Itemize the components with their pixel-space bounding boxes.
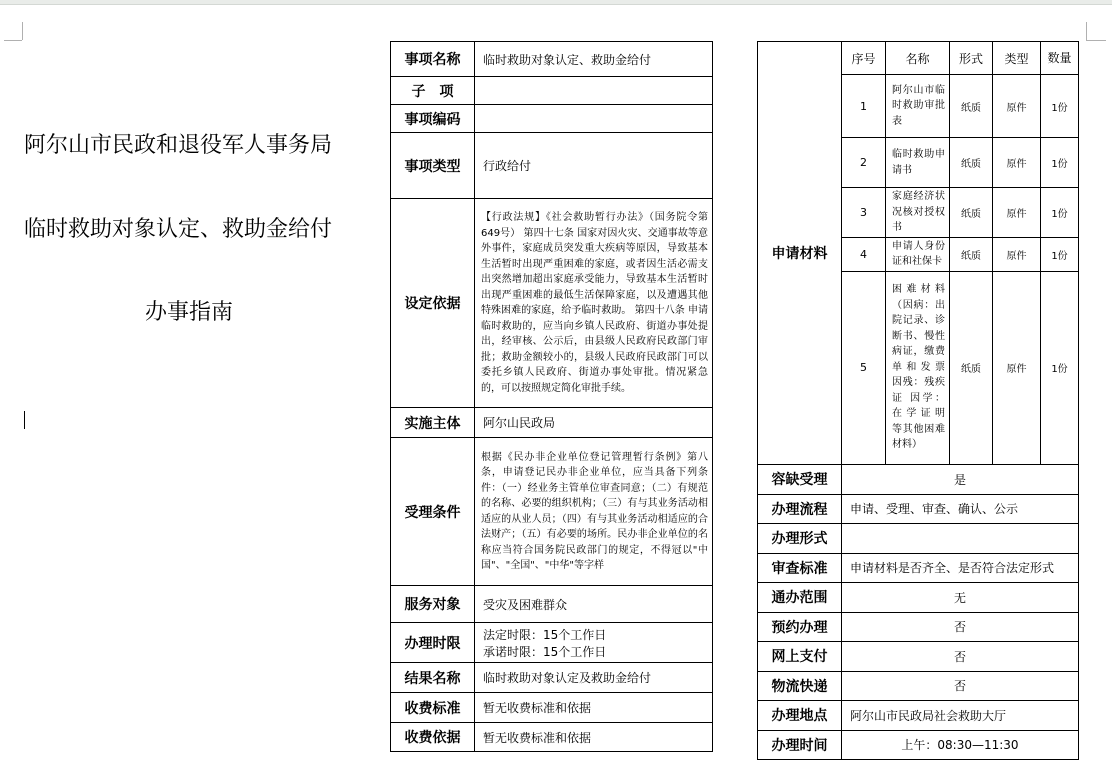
materials-header-row [758, 42, 1079, 75]
process-label: 办理流程 [758, 494, 842, 523]
sub-item-value[interactable] [475, 77, 713, 105]
material-qty: 1份 [1041, 75, 1079, 138]
shortfall-value[interactable]: 是 [842, 464, 1079, 494]
material-qty: 1份 [1041, 271, 1079, 464]
material-qty: 1份 [1041, 188, 1079, 238]
row-time [758, 730, 1079, 759]
text-cursor[interactable] [24, 411, 25, 429]
express-label: 物流快递 [758, 671, 842, 700]
row-shortfall [758, 464, 1079, 494]
row-online-pay [758, 641, 1079, 671]
review-label: 审查标准 [758, 553, 842, 582]
row-limit [391, 623, 713, 663]
row-result [391, 663, 713, 693]
item-name-label: 事项名称 [391, 42, 475, 77]
row-form [758, 523, 1079, 553]
row-scope [758, 582, 1079, 612]
material-type: 原件 [993, 271, 1041, 464]
row-review [758, 553, 1079, 582]
appointment-value[interactable]: 否 [842, 612, 1079, 641]
target-value[interactable]: 受灾及困难群众 [475, 586, 713, 623]
item-type-value[interactable]: 行政给付 [475, 133, 713, 199]
cond-value[interactable]: 根据《民办非企业单位登记管理暂行条例》第八条，申请登记民办非企业单位，应当具备下列条件：（一）经业务主管单位审查同意；（二）有规范的名称、必要的组织机构；（三）有与其业务活动相适应的从业人员；（四）有与其业务活动相适应的合法财产；（五）有必要的场所。民办非企业单位的名称应当符合国务院民政部门的规定，不得冠以"中国"、"全国"、"中华"等字样 [475, 438, 713, 586]
time-value[interactable]: 上午：08:30—11:30 [842, 730, 1079, 759]
header-type: 类型 [993, 42, 1041, 75]
row-process [758, 494, 1079, 523]
material-no: 1 [842, 75, 886, 138]
material-no: 5 [842, 271, 886, 464]
header-form: 形式 [950, 42, 993, 75]
basis-value[interactable]: 【行政法规】《社会救助暂行办法》（国务院令第649号） 第四十七条 国家对因火灾、交通事故等意外事件，家庭成员突发重大疾病等原因，导致基本生活暂时出现严重困难的家庭，或者因生活必需支出突然增加超出家庭承受能力，导致基本生活暂时出现严重困难的最低生活保障家庭，以及遭遇其他特殊困难的家庭，给予临时救助。 第四十八条 申请临时救助的，应当向乡镇人民政府、街道办事处提出，经审核、公示后，由县级人民政府民政部门审批；救助金额较小的，县级人民政府民政部门可以委托乡镇人民政府、街道办事处审批。情况紧急的，可以按照规定简化审批手续。 [475, 199, 713, 408]
material-form: 纸质 [950, 271, 993, 464]
material-form: 纸质 [950, 188, 993, 238]
fee-standard-label: 收费标准 [391, 693, 475, 723]
time-label: 办理时间 [758, 730, 842, 759]
row-impl [391, 408, 713, 438]
crop-mark-top-right-vertical [1086, 22, 1087, 40]
crop-mark-top-left-vertical [22, 22, 23, 40]
express-value[interactable]: 否 [842, 671, 1079, 700]
header-name: 名称 [886, 42, 950, 75]
online-pay-value[interactable]: 否 [842, 641, 1079, 671]
material-qty: 1份 [1041, 138, 1079, 188]
material-no: 3 [842, 188, 886, 238]
crop-mark-top-left [4, 40, 22, 41]
impl-label: 实施主体 [391, 408, 475, 438]
material-form: 纸质 [950, 138, 993, 188]
header-qty: 数量 [1041, 42, 1079, 75]
row-fee-basis [391, 723, 713, 752]
row-fee-standard [391, 693, 713, 723]
result-value[interactable]: 临时救助对象认定及救助金给付 [475, 663, 713, 693]
limit-label: 办理时限 [391, 623, 475, 663]
row-sub-item [391, 77, 713, 105]
material-type: 原件 [993, 237, 1041, 271]
limit-value[interactable] [475, 623, 713, 663]
window-top-border [0, 0, 1112, 5]
row-basis [391, 199, 713, 408]
shortfall-label: 容缺受理 [758, 464, 842, 494]
crop-mark-top-right [1086, 40, 1106, 41]
online-pay-label: 网上支付 [758, 641, 842, 671]
scope-value[interactable]: 无 [842, 582, 1079, 612]
fee-standard-value[interactable]: 暂无收费标准和依据 [475, 693, 713, 723]
appointment-label: 预约办理 [758, 612, 842, 641]
row-target [391, 586, 713, 623]
material-form: 纸质 [950, 75, 993, 138]
row-item-type [391, 133, 713, 199]
item-type-label: 事项类型 [391, 133, 475, 199]
material-name[interactable]: 申请人身份证和社保卡 [886, 237, 950, 271]
material-no: 2 [842, 138, 886, 188]
result-label: 结果名称 [391, 663, 475, 693]
form-label: 办理形式 [758, 523, 842, 553]
target-label: 服务对象 [391, 586, 475, 623]
materials-label: 申请材料 [758, 42, 842, 465]
fee-basis-label: 收费依据 [391, 723, 475, 752]
row-place [758, 700, 1079, 730]
left-info-table [390, 41, 713, 752]
doc-title-agency: 阿尔山市民政和退役军人事务局 [24, 133, 333, 158]
material-form: 纸质 [950, 237, 993, 271]
limit-promise: 承诺时限：15个工作日 [483, 644, 607, 659]
row-item-name [391, 42, 713, 77]
item-code-value[interactable] [475, 105, 713, 133]
limit-legal: 法定时限：15个工作日 [483, 627, 607, 642]
material-no: 4 [842, 237, 886, 271]
process-value[interactable]: 申请、受理、审查、确认、公示 [842, 494, 1079, 523]
impl-value[interactable]: 阿尔山民政局 [475, 408, 713, 438]
material-type: 原件 [993, 138, 1041, 188]
row-cond [391, 438, 713, 586]
row-appointment [758, 612, 1079, 641]
material-type: 原件 [993, 75, 1041, 138]
fee-basis-value[interactable]: 暂无收费标准和依据 [475, 723, 713, 752]
review-value[interactable]: 申请材料是否齐全、是否符合法定形式 [842, 553, 1079, 582]
place-label: 办理地点 [758, 700, 842, 730]
material-name[interactable]: 家庭经济状况核对授权书 [886, 188, 950, 238]
cond-label: 受理条件 [391, 438, 475, 586]
right-info-table [757, 41, 1079, 760]
material-type: 原件 [993, 188, 1041, 238]
place-value[interactable]: 阿尔山市民政局社会救助大厅 [842, 700, 1079, 730]
row-item-code [391, 105, 713, 133]
scope-label: 通办范围 [758, 582, 842, 612]
doc-title-guide: 办事指南 [145, 300, 234, 325]
basis-label: 设定依据 [391, 199, 475, 408]
material-name[interactable]: 困难材料（因病：出院记录、诊断书、慢性病证，缴费单和发票 因残：残疾证 因学：在学证明 等其他困难材料） [886, 271, 950, 464]
material-name[interactable]: 临时救助申请书 [886, 138, 950, 188]
material-qty: 1份 [1041, 237, 1079, 271]
row-express [758, 671, 1079, 700]
form-value[interactable] [842, 523, 1079, 553]
material-name[interactable]: 阿尔山市临时救助审批表 [886, 75, 950, 138]
item-code-label: 事项编码 [391, 105, 475, 133]
sub-item-label: 子 项 [391, 77, 475, 105]
item-name-value[interactable]: 临时救助对象认定、救助金给付 [475, 42, 713, 77]
header-no: 序号 [842, 42, 886, 75]
doc-title-item: 临时救助对象认定、救助金给付 [24, 217, 333, 242]
